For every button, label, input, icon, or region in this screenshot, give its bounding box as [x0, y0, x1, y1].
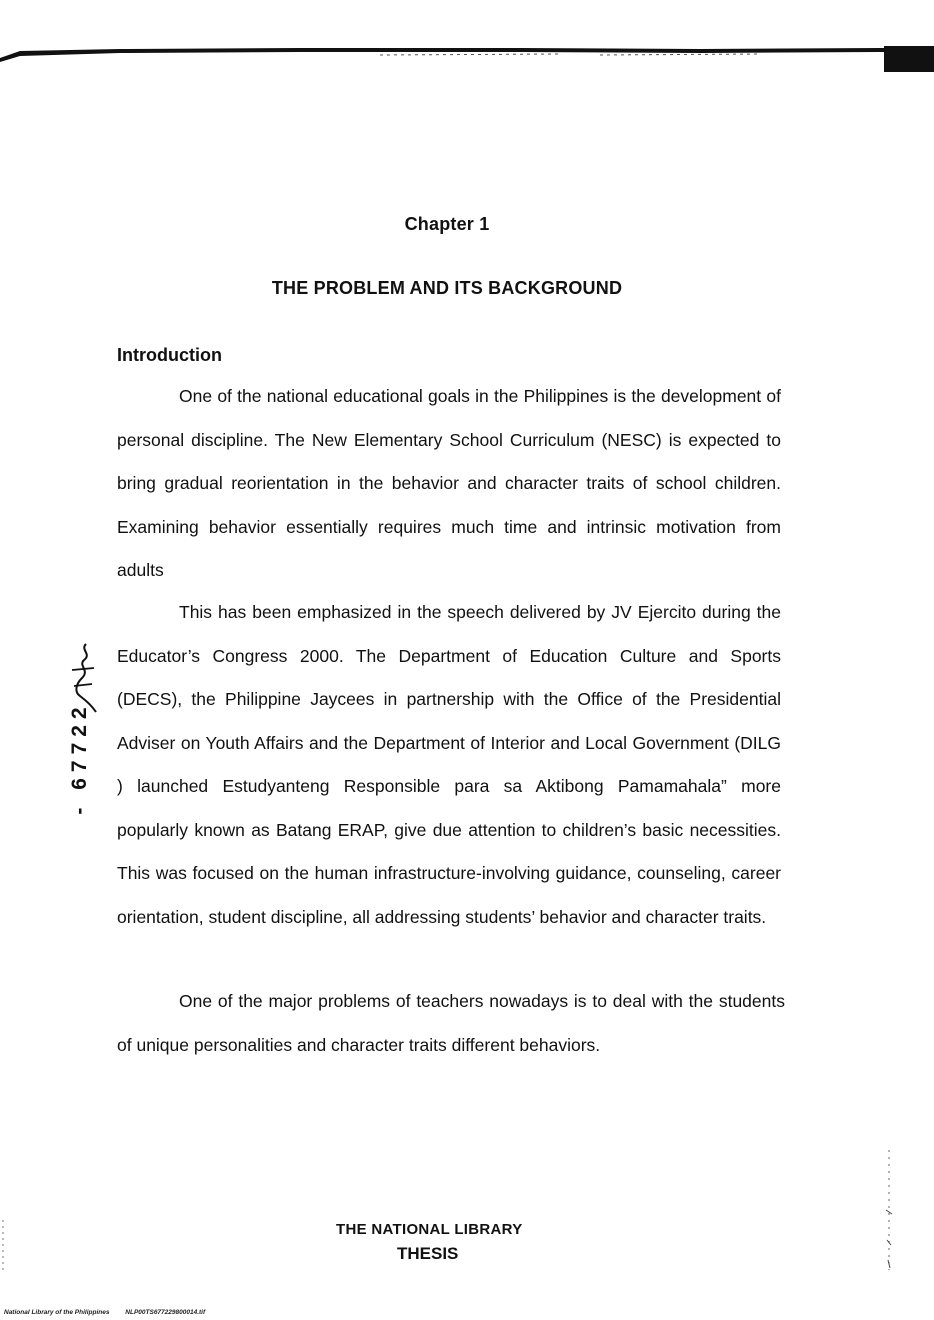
- footer-file-id: NLP00TS677229800014.tif: [125, 1309, 206, 1316]
- paragraph: One of the national educational goals in the Philippines is the development of personal discipline. The New Elementary School Curriculum (NESC) is expected to bring gradual reorientation in the behavior and character traits of school children. Examining behavior essentially requires much time and intrinsic motivation from adults: [117, 386, 781, 580]
- paragraph: This has been emphasized in the speech delivered by JV Ejercito during the Educator’s Congress 2000. The Department of Education Culture and Sports (DECS), the Philippine Jaycees in partnership with the Office of the Presidential Adviser on Youth Affairs and the Department of Interior and Local Government (DILG ) launched Estudyanteng Responsible para sa Aktibong Pamamahala” more popularly known as Batang ERAP, give due attention to children’s basic necessities. This was focused on the human infrastructure-involving guidance, counseling, career orientation, student discipline, all addressing students’ behavior and character traits.: [117, 602, 781, 927]
- footer-source: National Library of the Philippines: [4, 1309, 110, 1316]
- library-stamp-thesis: THESIS: [397, 1244, 459, 1263]
- chapter-title: THE PROBLEM AND ITS BACKGROUND: [271, 278, 623, 298]
- scan-edge-noise: [884, 1150, 894, 1270]
- scan-footer: [4, 1309, 219, 1316]
- scan-edge-noise: [0, 1220, 8, 1270]
- accession-number: - 67722: [68, 701, 91, 815]
- scan-top-border: [0, 44, 934, 62]
- paragraph: One of the major problems of teachers nowadays is to deal with the students of unique personalities and character traits different behaviors.: [117, 991, 785, 1055]
- scan-corner-mark: [884, 46, 934, 72]
- section-heading: Introduction: [117, 345, 222, 365]
- chapter-heading: Chapter 1: [404, 214, 490, 234]
- library-stamp-line: THE NATIONAL LIBRARY: [336, 1221, 523, 1238]
